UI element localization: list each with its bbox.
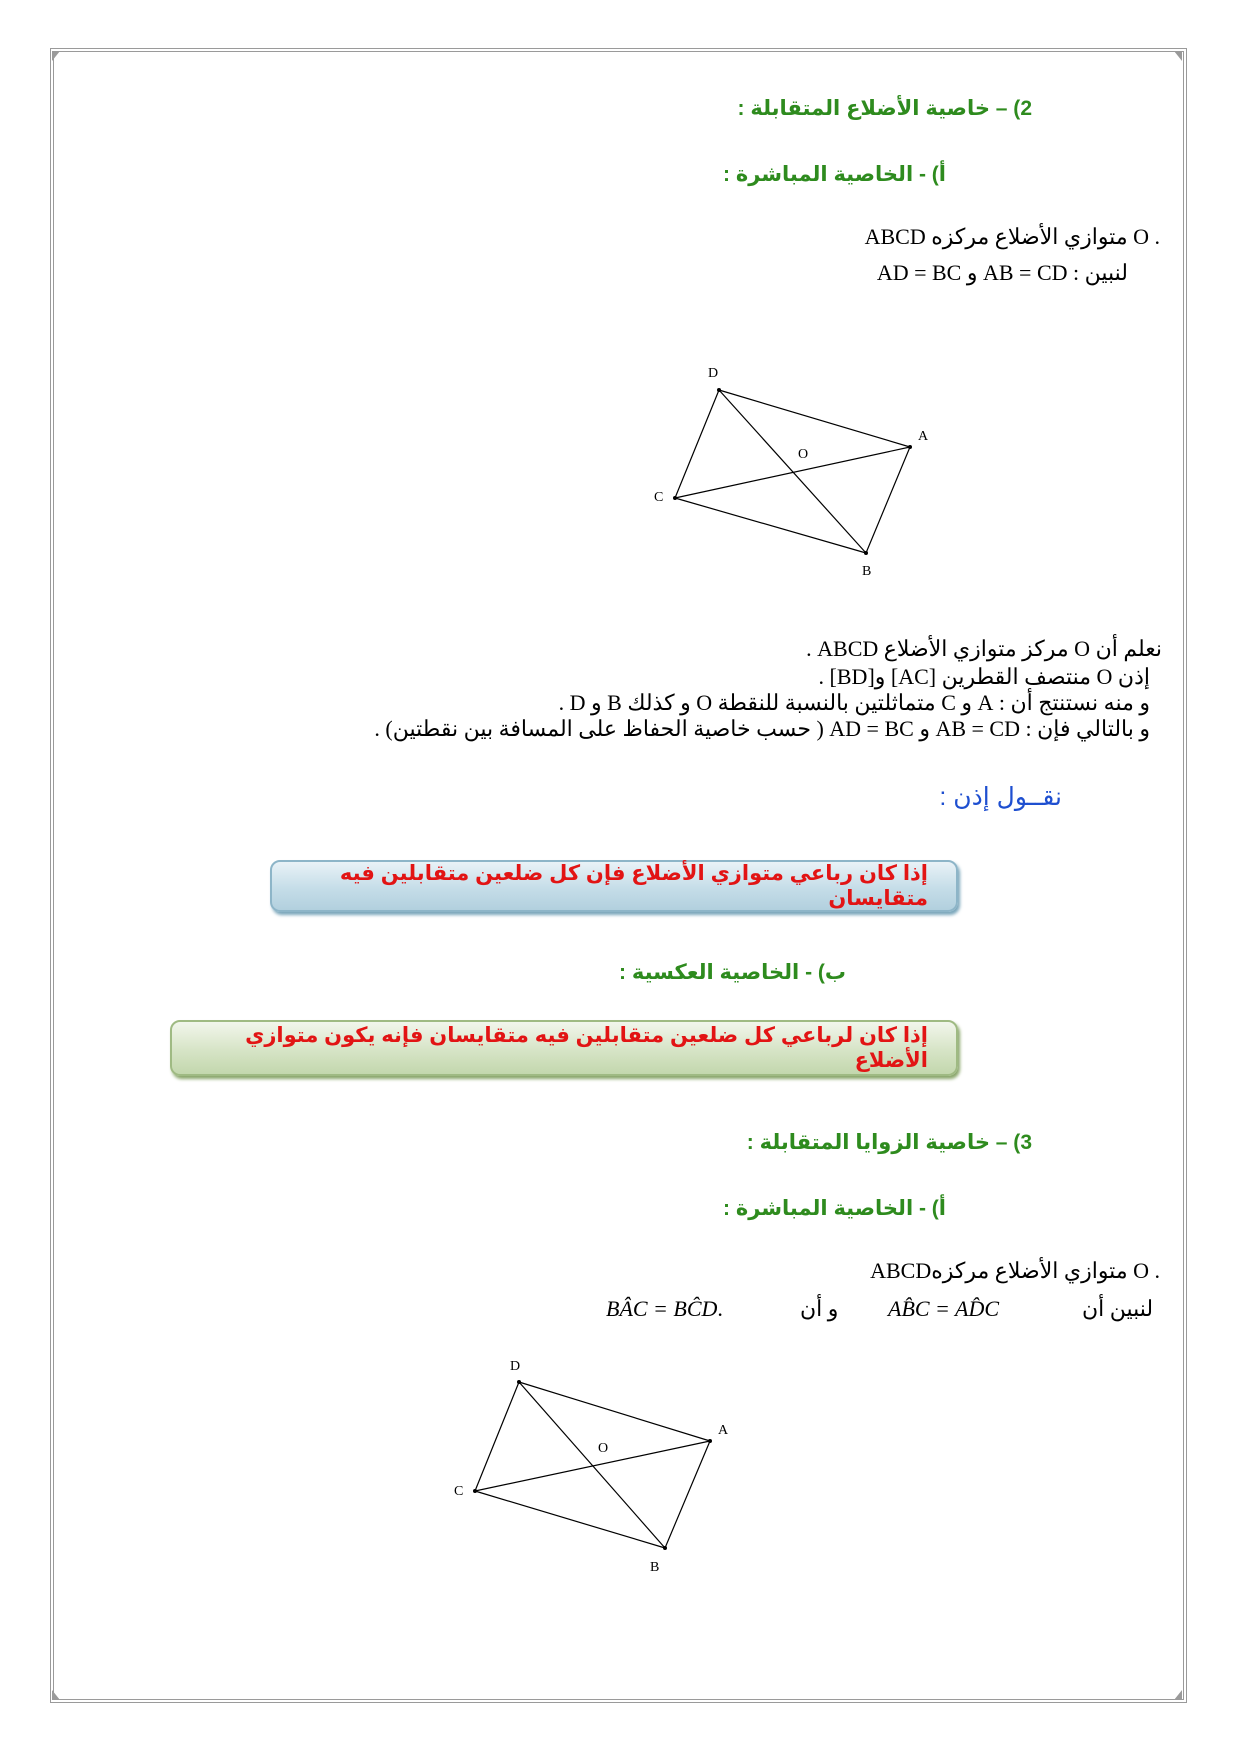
vertex-C	[673, 496, 677, 500]
label-A: A	[718, 1423, 729, 1438]
section2-title: 2) – خاصية الأضلاع المتقابلة :	[737, 97, 1032, 120]
section3-to-prove-line	[606, 1296, 723, 1322]
vertex-D	[517, 1380, 521, 1384]
section2-direct-subtitle: أ) - الخاصية المباشرة :	[723, 163, 946, 186]
side-AB	[665, 1441, 710, 1548]
diagonal-DB	[519, 1382, 665, 1548]
parallelogram-figure-2	[440, 1352, 740, 1582]
vertex-A	[708, 1439, 712, 1443]
side-DA	[519, 1382, 710, 1441]
proof-line-3: و منه نستنتج أن : A و C متماثلتين بالنسبة للنقطة O و كذلك B و D .	[558, 690, 1150, 715]
frame-corner-bottom-left	[52, 1690, 60, 1700]
proof-line-2: إذن O منتصف القطرين [AC] و[BD] .	[818, 664, 1150, 689]
section3-given-line: ABCDمتوازي الأضلاع مركزه O .	[870, 1258, 1160, 1283]
label-C: C	[454, 1484, 464, 1499]
side-BC	[475, 1491, 665, 1548]
label-D: D	[708, 366, 719, 381]
vertex-C	[473, 1489, 477, 1493]
proof-line-4: و بالتالي فإن : AB = CD و AD = BC ( حسب خاصية الحفاظ على المسافة بين نقطتين) .	[374, 716, 1150, 741]
side-BC	[675, 498, 866, 553]
section2-given-line: ABCD متوازي الأضلاع مركزه O .	[864, 224, 1160, 249]
label-B: B	[862, 564, 872, 579]
side-AB	[866, 447, 910, 553]
label-D: D	[510, 1359, 521, 1374]
conclusion-intro: نقــول إذن :	[939, 783, 1062, 811]
label-O: O	[798, 447, 809, 462]
period: .	[717, 1296, 723, 1321]
parallelogram-figure-1	[640, 360, 930, 580]
side-CD	[675, 390, 719, 498]
section3-direct-subtitle: أ) - الخاصية المباشرة :	[723, 1197, 946, 1220]
theorem-box-direct	[270, 860, 958, 912]
vertex-A	[908, 445, 912, 449]
section3-title: 3) – خاصية الزوايا المتقابلة :	[746, 1131, 1032, 1154]
theorem-converse-text: إذا كان لرباعي كل ضلعين متقابلين فيه متقايسان فإنه يكون متوازي الأضلاع	[245, 1024, 928, 1072]
side-DA	[719, 390, 910, 447]
vertex-D	[717, 388, 721, 392]
frame-corner-top-left	[52, 51, 60, 61]
vertex-B	[663, 1546, 667, 1550]
label-O: O	[598, 1441, 609, 1456]
frame-corner-bottom-right	[1174, 1690, 1182, 1700]
section2-to-prove-line: لنبين : AB = CD و AD = BC	[876, 260, 1128, 285]
connector-and-that: و أن	[800, 1296, 839, 1321]
equation-abc-adc: AB̂C = AD̂C	[888, 1296, 999, 1321]
theorem-direct-text: إذا كان رباعي متوازي الأضلاع فإن كل ضلعين متقابلين فيه متقايسان	[339, 862, 928, 910]
section2-converse-subtitle: ب) - الخاصية العكسية :	[619, 961, 846, 984]
label-A: A	[918, 429, 929, 444]
frame-corner-top-right	[1174, 51, 1182, 61]
equation-bac-bcd: BÂC = BĈD	[606, 1296, 718, 1321]
to-prove-prefix: لنبين أن	[1082, 1296, 1154, 1321]
theorem-box-converse	[170, 1020, 958, 1076]
diagonal-DB	[719, 390, 866, 553]
side-CD	[475, 1382, 519, 1491]
proof-line-1: نعلم أن O مركز متوازي الأضلاع ABCD .	[806, 636, 1162, 661]
label-B: B	[650, 1560, 660, 1575]
label-C: C	[654, 490, 664, 505]
diagonal-AC	[675, 447, 910, 498]
vertex-B	[864, 551, 868, 555]
